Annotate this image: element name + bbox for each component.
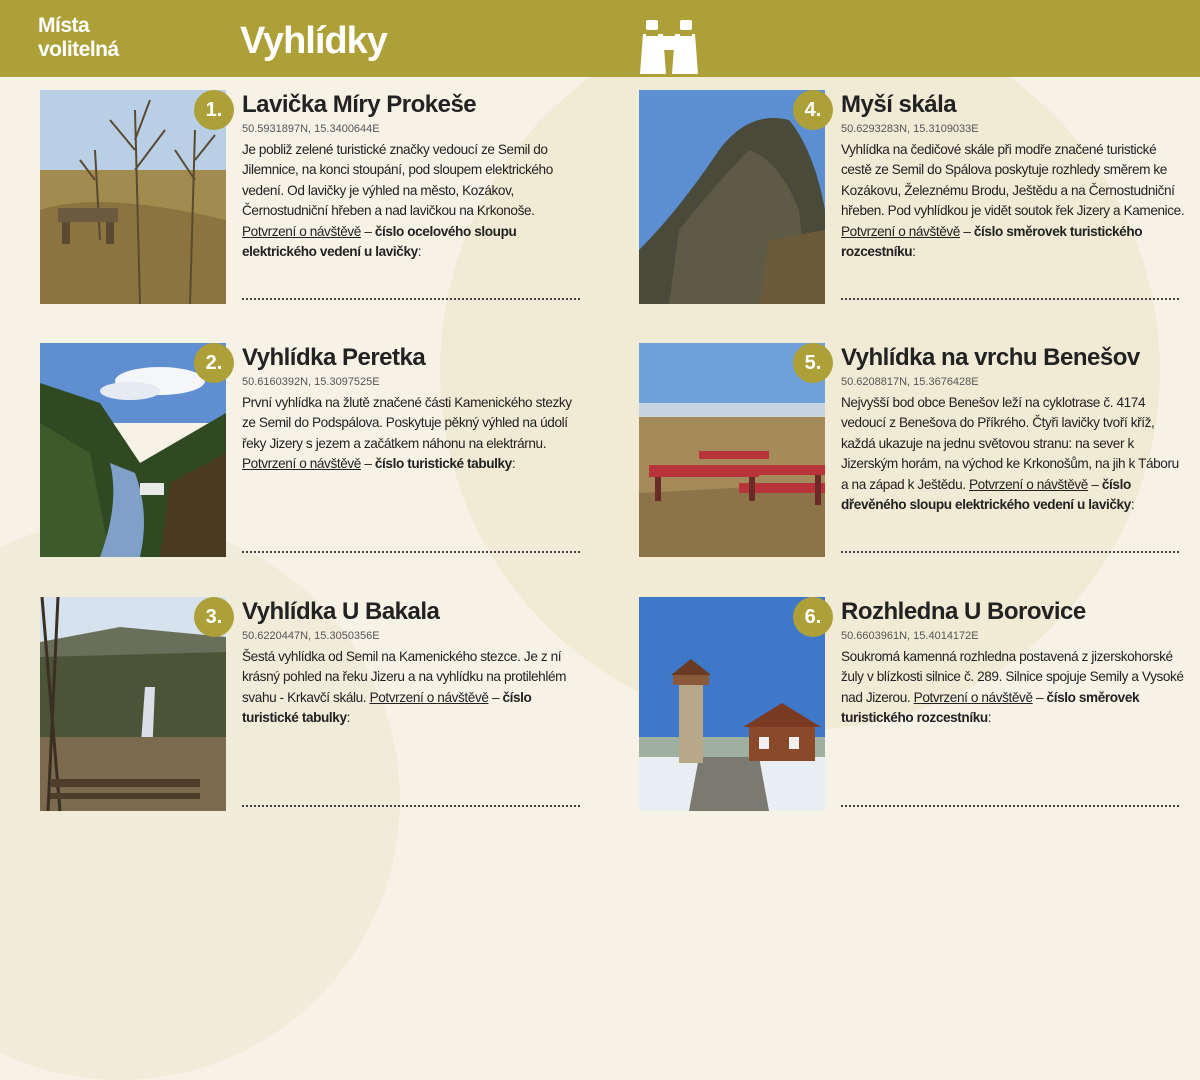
item-number-badge: 3.	[194, 597, 234, 637]
dash: –	[488, 689, 503, 705]
answer-line[interactable]	[841, 298, 1179, 300]
gps-coordinates: 50.5931897N, 15.3400644E	[242, 123, 380, 135]
viewpoint-card	[639, 597, 1199, 817]
confirm-label: Potvrzení o návštěvě	[969, 476, 1088, 492]
dash: –	[1032, 689, 1047, 705]
confirm-label: Potvrzení o návštěvě	[242, 456, 361, 472]
category-label: Místa volitelná	[38, 14, 119, 61]
description-text: Soukromá kamenná rozhledna postavená z jizerskohorské žuly v blízkosti silnice č. 289. Silnice spojuje Semily a Vysoké nad Jizerou.	[841, 649, 1184, 705]
item-number-badge: 2.	[194, 343, 234, 383]
confirm-label: Potvrzení o návštěvě	[369, 689, 489, 705]
item-description	[242, 393, 587, 475]
item-title: Myší skála	[841, 91, 957, 118]
item-description	[841, 647, 1186, 729]
viewpoint-card	[40, 343, 600, 563]
viewpoint-card	[40, 90, 600, 310]
description-text: Vyhlídka na čedičové skále při modře značené turistické cestě ze Semil do Spálova poskytuje rozhledy směrem ke Kozákovu, Železnému Brodu, Ještědu a na Černostudniční hřeben. Pod vyhlídkou je vidět soutok řek Jizery a Kamenice.	[841, 142, 1185, 219]
confirm-label: Potvrzení o návštěvě	[913, 689, 1033, 705]
gps-coordinates: 50.6220447N, 15.3050356E	[242, 630, 380, 642]
confirm-value: číslo směrovek turistického rozcestníku	[841, 689, 1140, 726]
item-title: Vyhlídka Peretka	[242, 344, 426, 371]
item-title: Rozhledna U Borovice	[841, 598, 1086, 625]
gps-coordinates: 50.6160392N, 15.3097525E	[242, 376, 380, 388]
dash: –	[360, 456, 375, 472]
colon: :	[417, 244, 422, 260]
item-number-badge: 5.	[793, 343, 833, 383]
item-number-badge: 4.	[793, 90, 833, 130]
answer-line[interactable]	[841, 805, 1179, 807]
colon: :	[346, 710, 351, 726]
description-text: Je pobliž zelené turistické značky vedoucí ze Semil do Jilemnice, na konci stoupání, pod sloupem elektrického vedení. Od lavičky je výhled na město, Kozákov, Černostudniční hřeben a nad lavičkou na Krkonoše.	[242, 142, 553, 219]
viewpoint-card	[639, 343, 1199, 563]
confirm-value: číslo směrovek turistického rozcestníku	[841, 223, 1143, 260]
confirm-label: Potvrzení o návštěvě	[841, 223, 960, 239]
colon: :	[987, 710, 992, 726]
answer-line[interactable]	[242, 805, 580, 807]
confirm-value: číslo ocelového sloupu elektrického vedení u lavičky	[242, 223, 517, 260]
gps-coordinates: 50.6293283N, 15.3109033E	[841, 123, 979, 135]
item-description	[841, 140, 1186, 262]
page-title: Vyhlídky	[240, 20, 387, 62]
confirm-label: Potvrzení o návštěvě	[242, 223, 361, 239]
header-bar	[0, 0, 1200, 77]
description-text: Nejvyšší bod obce Benešov leží na cyklotrase č. 4174 vedoucí z Benešova do Příkrého. Čtyři lavičky tvoří kříž, každá ukazuje na jednu světovou stranu: na sever k Jizerským horám, na východ ke Krkonošům, na jih k Táboru a na západ k Ještědu.	[841, 395, 1179, 492]
answer-line[interactable]	[841, 551, 1179, 553]
confirm-value: číslo turistické tabulky	[242, 689, 532, 726]
item-description	[242, 140, 587, 262]
gps-coordinates: 50.6208817N, 15.3676428E	[841, 376, 979, 388]
answer-line[interactable]	[242, 551, 580, 553]
item-number-badge: 6.	[793, 597, 833, 637]
colon: :	[1130, 497, 1135, 513]
item-description	[841, 393, 1186, 515]
confirm-value: číslo turistické tabulky	[374, 456, 512, 472]
dash: –	[360, 223, 375, 239]
description-text: První vyhlídka na žlutě značené části Kamenického stezky ze Semil do Podspálova. Poskytuje pěkný výhled na údolí řeky Jizery s jezem a začátkem náhonu na elektrárnu.	[242, 395, 572, 451]
answer-line[interactable]	[242, 298, 580, 300]
item-title: Vyhlídka na vrchu Benešov	[841, 344, 1140, 371]
viewpoint-card	[639, 90, 1199, 310]
colon: :	[912, 244, 916, 260]
item-description	[242, 647, 587, 729]
gps-coordinates: 50.6603961N, 15.4014172E	[841, 630, 979, 642]
item-number-badge: 1.	[194, 90, 234, 130]
dash: –	[959, 223, 974, 239]
description-text: Šestá vyhlídka od Semil na Kamenického stezce. Je z ní krásný pohled na řeku Jizeru a na vyhlídku na protilehlém svahu - Krkavčí skálu.	[242, 649, 567, 705]
binoculars-icon	[640, 18, 698, 76]
colon: :	[511, 456, 516, 472]
viewpoint-card	[40, 597, 600, 817]
confirm-value: číslo dřevěného sloupu elektrického vedení u lavičky	[841, 476, 1131, 513]
item-title: Lavička Míry Prokeše	[242, 91, 477, 118]
dash: –	[1087, 476, 1102, 492]
item-title: Vyhlídka U Bakala	[242, 598, 440, 625]
